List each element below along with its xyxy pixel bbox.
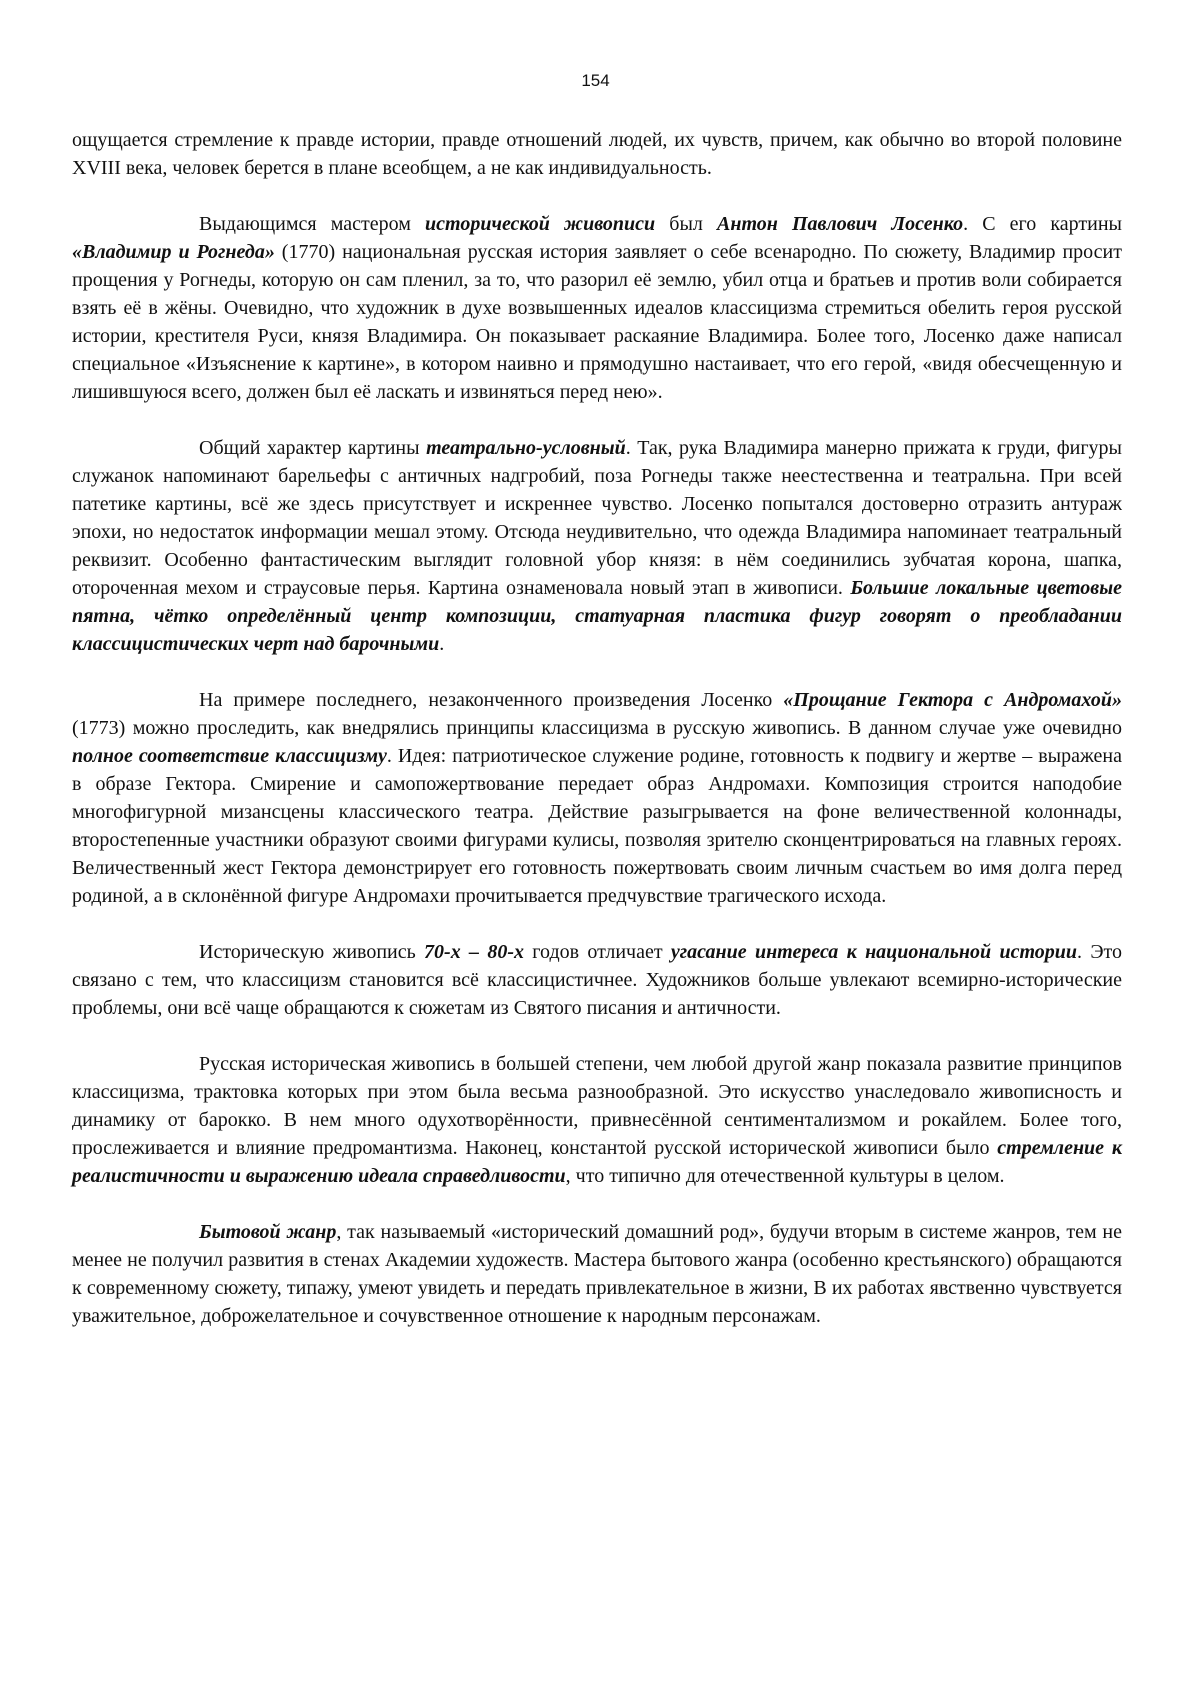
- emphasis-text: угасание интереса к национальной истории: [670, 941, 1078, 963]
- paragraph: [72, 1050, 1122, 1190]
- emphasis-text: «Владимир и Рогнеда»: [72, 241, 275, 263]
- paragraph: [72, 210, 1122, 406]
- text-run: Историческую живопись: [199, 941, 425, 963]
- text-run: Выдающимся мастером: [199, 213, 426, 235]
- text-run: был: [655, 213, 717, 235]
- text-run: . Это связано с тем, что классицизм становится всё классицистичнее. Художников больше увлекают всемирно-исторические проблемы, они всё чаще обращаются к сюжетам из Святого писания и античности.: [72, 941, 1123, 1019]
- paragraph: [72, 1218, 1122, 1330]
- emphasis-text: «Прощание Гектора с Андромахой»: [783, 689, 1122, 711]
- paragraph: [72, 126, 1122, 182]
- text-run: .: [439, 633, 445, 655]
- text-run: годов отличает: [524, 941, 671, 963]
- text-run: Русская историческая живопись в большей степени, чем любой другой жанр показала развитие принципов классицизма, трактовка которых при этом была весьма разнообразной. Это искусство унаследовало живописность и динамику от барокко. В нем много одухотворённости, привнесённой сентиментализмом и рокайлем. Более того, прослеживается и влияние предромантизма. Наконец, константой русской исторической живописи было: [72, 1053, 1122, 1159]
- text-run: . Так, рука Владимира манерно прижата к груди, фигуры служанок напоминают барельефы с античных надгробий, поза Рогнеды также неестественна и театральна. При всей патетике картины, всё же здесь присутствует и искреннее чувство. Лосенко попытался достоверно отразить антураж эпохи, но недостаток информации мешал этому. Отсюда неудивительно, что одежда Владимира напоминает театральный реквизит. Особенно фантастическим выглядит головной убор князя: в нём соединились зубчатая корона, шапка, отороченная мехом и страусовые перья. Картина ознаменовала новый этап в живописи.: [72, 437, 1122, 599]
- paragraph: [72, 434, 1122, 658]
- emphasis-text: 70-х – 80-х: [424, 941, 524, 963]
- text-run: ощущается стремление к правде истории, правде отношений людей, их чувств, причем, как обычно во второй половине XVIII века, человек берется в плане всеобщем, а не как индивидуальность.: [72, 129, 1122, 179]
- text-run: На примере последнего, незаконченного произведения Лосенко: [199, 689, 784, 711]
- text-run: . Идея: патриотическое служение родине, готовность к подвигу и жертве – выражена в образе Гектора. Смирение и самопожертвование передает образ Андромахи. Композиция строится наподобие многофигурной мизансцены классического театра. Действие разыгрывается на фоне величественной колоннады, второстепенные участники образуют своими фигурами кулисы, позволяя зрителю сконцентрироваться на главных героях. Величественный жест Гектора демонстрирует его готовность пожертвовать своим личным счастьем во имя долга перед родиной, а в склонённой фигуре Андромахи прочитывается предчувствие трагического исхода.: [72, 745, 1122, 907]
- emphasis-text: стремление к реалистичности и выражению идеала справедливости: [72, 1137, 1122, 1187]
- emphasis-text: полное соответствие классицизму: [72, 745, 387, 767]
- page-number: 154: [581, 71, 610, 90]
- paragraph: [72, 938, 1122, 1022]
- text-run: , что типично для отечественной культуры в целом.: [565, 1165, 1005, 1187]
- emphasis-text: Антон Павлович Лосенко: [717, 213, 964, 235]
- emphasis-text: исторической живописи: [425, 213, 656, 235]
- text-run: , так называемый «исторический домашний род», будучи вторым в системе жанров, тем не менее не получил развития в стенах Академии художеств. Мастера бытового жанра (особенно крестьянского) обращаются к современному сюжету, типажу, умеют увидеть и передать привлекательное в жизни, В их работах явственно чувствуется уважительное, доброжелательное и сочувственное отношение к народным персонажам.: [72, 1221, 1122, 1327]
- emphasis-text: Большие локальные цветовые пятна, чётко определённый центр композиции, статуарная пластика фигур говорят о преобладании классицистических черт над барочными: [72, 577, 1122, 655]
- text-run: Общий характер картины: [199, 437, 427, 459]
- paragraph: [72, 686, 1122, 910]
- body-text: [72, 126, 1122, 1358]
- text-run: . С его картины: [963, 213, 1122, 235]
- emphasis-text: Бытовой жанр: [199, 1221, 337, 1243]
- text-run: (1770) национальная русская история заявляет о себе всенародно. По сюжету, Владимир просит прощения у Рогнеды, которую он сам пленил, за то, что разорил её землю, убил отца и братьев и против воли собирается взять её в жёны. Очевидно, что художник в духе возвышенных идеалов классицизма стремиться обелить героя русской истории, крестителя Руси, князя Владимира. Он показывает раскаяние Владимира. Более того, Лосенко даже написал специальное «Изъяснение к картине», в котором наивно и прямодушно настаивает, что его герой, «видя обесчещенную и лишившуюся всего, должен был её ласкать и извиняться перед нею».: [72, 241, 1122, 403]
- text-run: (1773) можно проследить, как внедрялись принципы классицизма в русскую живопись. В данном случае уже очевидно: [72, 717, 1122, 739]
- emphasis-text: театрально-условный: [426, 437, 626, 459]
